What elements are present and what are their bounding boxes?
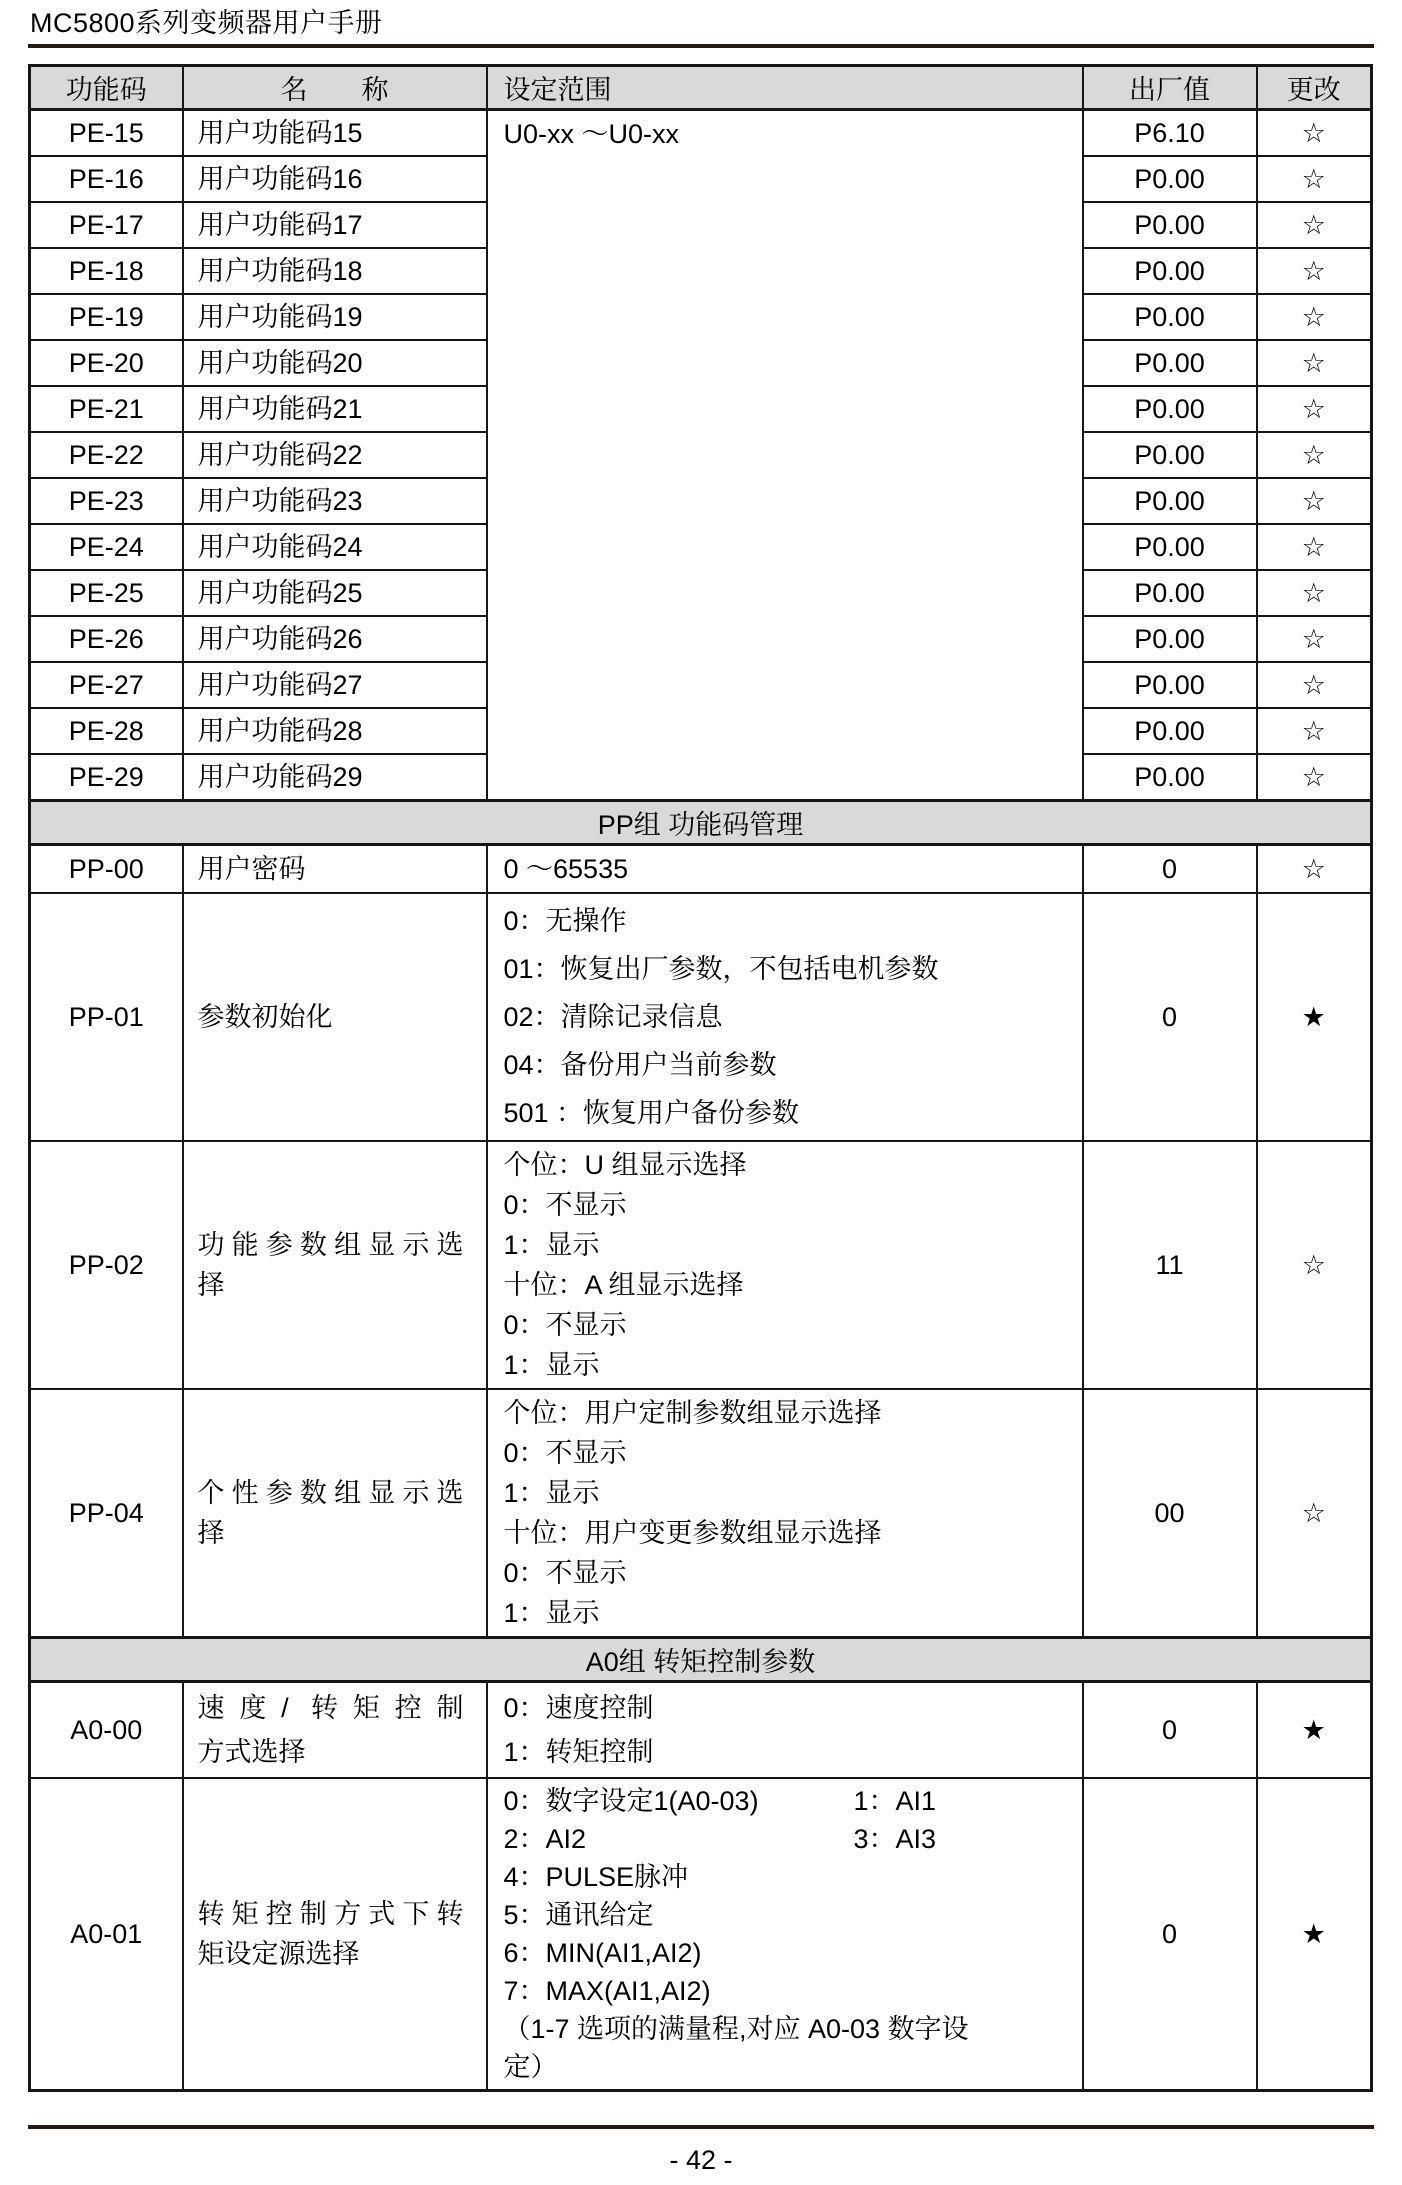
option-right: 3：AI3: [853, 1824, 937, 1854]
parameter-name-line: 参数初始化: [197, 1002, 333, 1032]
change-star-open-icon: ☆: [1257, 524, 1372, 570]
factory-value: P0.00: [1083, 386, 1257, 432]
function-code: PE-19: [30, 294, 183, 340]
factory-value: P0.00: [1083, 662, 1257, 708]
change-star-open-icon: ☆: [1257, 845, 1372, 894]
change-star-filled-icon: ★: [1257, 1778, 1372, 2091]
change-star-open-icon: ☆: [1257, 340, 1372, 386]
parameter-name-line: 用户功能码27: [197, 670, 363, 700]
setting-range: [487, 1389, 1083, 1638]
change-star-open-icon: ☆: [1257, 662, 1372, 708]
change-star-open-icon: ☆: [1257, 432, 1372, 478]
setting-range-line: 02：清除记录信息: [503, 1002, 723, 1032]
table-row: [30, 110, 1372, 157]
section-header-label: A0组 转矩控制参数: [30, 1638, 1372, 1682]
setting-range-line: 7：MAX(AI1,AI2): [503, 1976, 711, 2006]
section-header-label: PP组 功能码管理: [30, 801, 1372, 845]
setting-range-line: 0：不显示: [503, 1190, 627, 1220]
parameter-name: [183, 1389, 487, 1638]
function-code: PE-21: [30, 386, 183, 432]
parameter-table-body: [30, 110, 1372, 2091]
parameter-name-line: 择: [197, 1518, 225, 1548]
factory-value: 0: [1083, 893, 1257, 1141]
change-star-open-icon: ☆: [1257, 202, 1372, 248]
setting-range-line: 0：不显示: [503, 1438, 627, 1468]
table-row: [30, 1141, 1372, 1389]
parameter-table: [28, 64, 1373, 2092]
setting-range-line: 0 ～65535: [503, 854, 629, 884]
parameter-name-line: 用户密码: [197, 854, 306, 884]
table-row: [30, 1389, 1372, 1638]
factory-value: 11: [1083, 1141, 1257, 1389]
parameter-name: [183, 754, 487, 801]
column-header-code: 功能码: [30, 66, 183, 110]
column-header-change: 更改: [1257, 66, 1372, 110]
parameter-name-line: 用户功能码15: [197, 118, 363, 148]
parameter-name: [183, 294, 487, 340]
factory-value: P0.00: [1083, 156, 1257, 202]
setting-range-line: 0：不显示: [503, 1310, 627, 1340]
parameter-table-head: [30, 66, 1372, 110]
factory-value: 0: [1083, 1778, 1257, 2091]
setting-range-line: 4：PULSE脉冲: [503, 1862, 689, 1892]
function-code: PE-24: [30, 524, 183, 570]
section-header-row: [30, 1638, 1372, 1682]
parameter-name-line: 用户功能码23: [197, 486, 363, 516]
column-header-range: 设定范围: [487, 66, 1083, 110]
factory-value: P0.00: [1083, 616, 1257, 662]
setting-range: [487, 845, 1083, 894]
setting-range-line: 个位：U 组显示选择: [503, 1150, 747, 1180]
setting-range-line: 个位：用户定制参数组显示选择: [503, 1398, 882, 1428]
factory-value: 0: [1083, 1682, 1257, 1779]
setting-range-line: 04：备份用户当前参数: [503, 1050, 777, 1080]
setting-range-line: 1：显示: [503, 1350, 600, 1380]
parameter-name: [183, 708, 487, 754]
function-code: PE-26: [30, 616, 183, 662]
parameter-name-line: 择: [197, 1270, 225, 1300]
parameter-name-line: 用户功能码29: [197, 762, 363, 792]
parameter-name: [183, 1141, 487, 1389]
parameter-name: [183, 202, 487, 248]
option-left: 0：数字设定1(A0-03): [503, 1786, 759, 1816]
factory-value: P0.00: [1083, 754, 1257, 801]
change-star-open-icon: ☆: [1257, 294, 1372, 340]
table-row: [30, 1682, 1372, 1779]
parameter-name: [183, 156, 487, 202]
setting-range: [487, 1682, 1083, 1779]
parameter-name: [183, 616, 487, 662]
setting-range-line: [504, 1820, 1074, 1858]
parameter-name-line: 用户功能码17: [197, 210, 363, 240]
function-code: PP-00: [30, 845, 183, 894]
parameter-name-line: 个性参数组显示选: [197, 1478, 464, 1508]
parameter-name-line: 用户功能码18: [197, 256, 363, 286]
parameter-name-line: 功能参数组显示选: [197, 1230, 464, 1260]
setting-range-line: 6：MIN(AI1,AI2): [503, 1938, 702, 1968]
change-star-open-icon: ☆: [1257, 478, 1372, 524]
factory-value: P0.00: [1083, 294, 1257, 340]
change-star-open-icon: ☆: [1257, 248, 1372, 294]
function-code: PP-01: [30, 893, 183, 1141]
factory-value: P0.00: [1083, 248, 1257, 294]
change-star-filled-icon: ★: [1257, 893, 1372, 1141]
column-header-value: 出厂值: [1083, 66, 1257, 110]
setting-range-line: 0：不显示: [503, 1558, 627, 1588]
parameter-name-line: 速度/ 转矩控制: [197, 1693, 464, 1723]
change-star-open-icon: ☆: [1257, 156, 1372, 202]
factory-value: P0.00: [1083, 432, 1257, 478]
option-left: 2：AI2: [503, 1824, 587, 1854]
change-star-open-icon: ☆: [1257, 708, 1372, 754]
setting-range-line: 0：无操作: [503, 906, 627, 936]
change-star-open-icon: ☆: [1257, 616, 1372, 662]
parameter-name: [183, 570, 487, 616]
parameter-name: [183, 1778, 487, 2091]
setting-range-line: 1：显示: [503, 1598, 600, 1628]
change-star-open-icon: ☆: [1257, 570, 1372, 616]
function-code: PE-18: [30, 248, 183, 294]
parameter-name-line: 转矩控制方式下转: [197, 1899, 464, 1929]
setting-range: [487, 110, 1083, 801]
parameter-name: [183, 524, 487, 570]
change-star-filled-icon: ★: [1257, 1682, 1372, 1779]
parameter-name: [183, 662, 487, 708]
parameter-name: [183, 845, 487, 894]
parameter-name-line: 用户功能码16: [197, 164, 363, 194]
factory-value: P6.10: [1083, 110, 1257, 157]
parameter-name-line: 用户功能码22: [197, 440, 363, 470]
function-code: PE-22: [30, 432, 183, 478]
change-star-open-icon: ☆: [1257, 1389, 1372, 1638]
option-right: 1：AI1: [853, 1786, 937, 1816]
setting-range-line: 定）: [503, 2052, 558, 2082]
setting-range-line: U0-xx ～U0-xx: [503, 119, 680, 149]
factory-value: P0.00: [1083, 202, 1257, 248]
change-star-open-icon: ☆: [1257, 754, 1372, 801]
factory-value: P0.00: [1083, 340, 1257, 386]
function-code: PE-25: [30, 570, 183, 616]
parameter-name: [183, 432, 487, 478]
parameter-name: [183, 340, 487, 386]
factory-value: 0: [1083, 845, 1257, 894]
parameter-name-line: 方式选择: [197, 1737, 306, 1767]
header-rule: [28, 44, 1374, 48]
parameter-name-line: 矩设定源选择: [197, 1939, 360, 1969]
setting-range-line: 1：转矩控制: [503, 1737, 654, 1767]
setting-range-line: 501 ：恢复用户备份参数: [503, 1098, 800, 1128]
change-star-open-icon: ☆: [1257, 1141, 1372, 1389]
setting-range-line: 5：通讯给定: [503, 1900, 654, 1930]
factory-value: P0.00: [1083, 478, 1257, 524]
parameter-name-line: 用户功能码24: [197, 532, 363, 562]
parameter-name: [183, 1682, 487, 1779]
setting-range-line: 1：显示: [503, 1230, 600, 1260]
factory-value: P0.00: [1083, 524, 1257, 570]
function-code: PE-16: [30, 156, 183, 202]
function-code: PE-27: [30, 662, 183, 708]
parameter-name-line: 用户功能码28: [197, 716, 363, 746]
setting-range-line: 1：显示: [503, 1478, 600, 1508]
function-code: PP-04: [30, 1389, 183, 1638]
change-star-open-icon: ☆: [1257, 386, 1372, 432]
parameter-name-line: 用户功能码19: [197, 302, 363, 332]
setting-range: [487, 1778, 1083, 2091]
table-row: [30, 1778, 1372, 2091]
setting-range: [487, 1141, 1083, 1389]
function-code: A0-01: [30, 1778, 183, 2091]
factory-value: P0.00: [1083, 570, 1257, 616]
setting-range-line: [504, 1782, 1074, 1820]
setting-range: [487, 893, 1083, 1141]
function-code: PE-20: [30, 340, 183, 386]
parameter-name-line: 用户功能码21: [197, 394, 363, 424]
doc-header-title: MC5800系列变频器用户手册: [30, 8, 383, 38]
footer-rule: [28, 2125, 1374, 2129]
page-number: - 42 -: [669, 2145, 733, 2175]
factory-value: P0.00: [1083, 708, 1257, 754]
setting-range-line: 01：恢复出厂参数，不包括电机参数: [503, 954, 939, 984]
table-row: [30, 893, 1372, 1141]
header-row: [30, 66, 1372, 110]
change-star-open-icon: ☆: [1257, 110, 1372, 157]
function-code: PE-17: [30, 202, 183, 248]
parameter-name: [183, 110, 487, 157]
parameter-name: [183, 893, 487, 1141]
function-code: PE-28: [30, 708, 183, 754]
setting-range-line: 十位：用户变更参数组显示选择: [503, 1518, 882, 1548]
function-code: PE-23: [30, 478, 183, 524]
table-row: [30, 845, 1372, 894]
column-header-name: 名 称: [183, 66, 487, 110]
setting-range-line: 十位：A 组显示选择: [503, 1270, 744, 1300]
parameter-name-line: 用户功能码25: [197, 578, 363, 608]
function-code: PE-29: [30, 754, 183, 801]
section-header-row: [30, 801, 1372, 845]
factory-value: 00: [1083, 1389, 1257, 1638]
parameter-name-line: 用户功能码20: [197, 348, 363, 378]
function-code: PP-02: [30, 1141, 183, 1389]
parameter-name: [183, 248, 487, 294]
parameter-name: [183, 478, 487, 524]
parameter-name-line: 用户功能码26: [197, 624, 363, 654]
setting-range-line: 0：速度控制: [503, 1693, 654, 1723]
function-code: A0-00: [30, 1682, 183, 1779]
page-footer: [28, 2125, 1374, 2175]
parameter-name: [183, 386, 487, 432]
function-code: PE-15: [30, 110, 183, 157]
setting-range-line: （1-7 选项的满量程,对应 A0-03 数字设: [503, 2014, 969, 2044]
